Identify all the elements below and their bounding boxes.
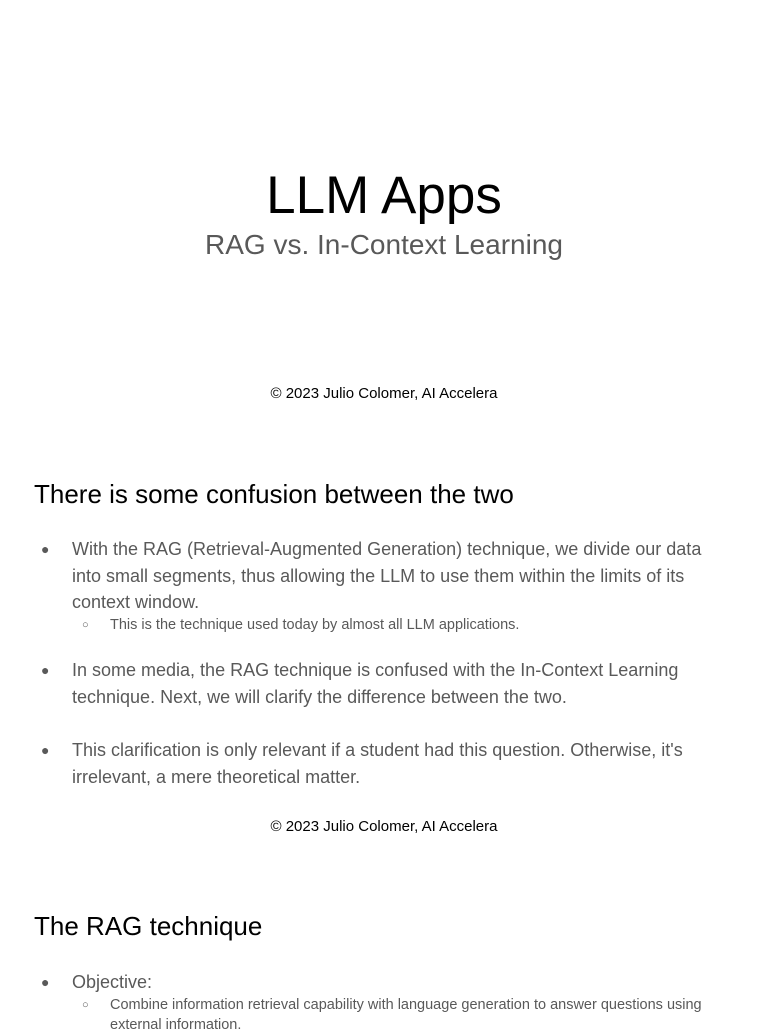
presentation-title: LLM Apps [266, 166, 502, 225]
sub-bullet-icon: ○ [82, 619, 89, 631]
bullet-text: In some media, the RAG technique is confused with the In-Context Learning technique. Next, we will clarify the difference between the two. [72, 660, 679, 707]
bullet-icon: ● [41, 742, 50, 758]
bullet-icon: ● [41, 662, 50, 678]
title-slide [0, 0, 768, 432]
bullet-text: Objective: [72, 972, 153, 992]
bullet-text: This clarification is only relevant if a student had this question. Otherwise, it's irrelevant, a mere theoretical matter. [72, 740, 683, 787]
slide-heading: There is some confusion between the two [34, 479, 514, 509]
bullet-icon: ● [41, 541, 50, 557]
slide-rag-technique [0, 864, 768, 1033]
sub-bullet-text: Combine information retrieval capability with language generation to answer questions using external information. [110, 997, 702, 1033]
bullet-text: With the RAG (Retrieval-Augmented Generation) technique, we divide our data into small segments, thus allowing the LLM to use them within the limits of its context window. [72, 539, 702, 612]
slide-confusion [0, 432, 768, 864]
slide-heading: The RAG technique [34, 911, 263, 941]
copyright-notice: © 2023 Julio Colomer, AI Accelera [270, 818, 498, 835]
sub-bullet-icon: ○ [82, 999, 89, 1011]
sub-bullet-text: This is the technique used today by almost all LLM applications. [110, 617, 520, 633]
bullet-icon: ● [41, 974, 50, 990]
presentation-subtitle: RAG vs. In-Context Learning [205, 229, 563, 260]
copyright-notice: © 2023 Julio Colomer, AI Accelera [270, 385, 498, 402]
